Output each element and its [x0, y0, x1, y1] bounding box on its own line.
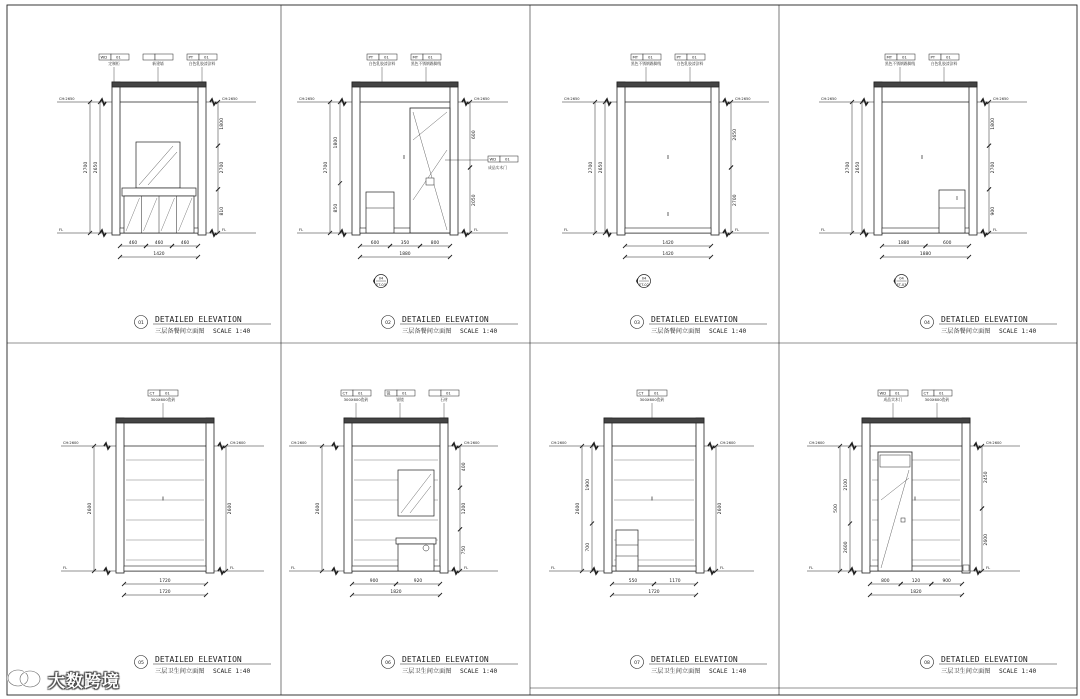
title-subtitle: 三层卫生间立面图 [155, 668, 205, 675]
break-symbol [462, 230, 468, 236]
vanity-top [396, 538, 436, 544]
title-subtitle: 三层卫生间立面图 [651, 668, 701, 675]
tag-text: 300X600瓷砖 [924, 397, 950, 402]
title-subtitle: 三层备餐间立面图 [155, 328, 205, 335]
level-label-ch: CH:2600 [230, 441, 246, 445]
level-label-ch: CH:2650 [821, 97, 837, 101]
title-scale: SCALE 1:40 [999, 668, 1037, 675]
dim-bottom-2: 920 [413, 579, 423, 584]
level-label-ch: CH:2650 [222, 97, 238, 101]
ceiling-slab [344, 418, 448, 423]
dim-bottom-1: 1720 [159, 579, 171, 584]
right-wall [962, 418, 970, 573]
vanity-cabinet [398, 544, 434, 571]
elevation-panel-06 [289, 390, 518, 675]
level-label-ch: CH:2650 [564, 97, 580, 101]
level-label-ch: CH:2650 [993, 97, 1009, 101]
left-wall [862, 418, 870, 573]
title-block [631, 315, 768, 335]
break-symbol [850, 568, 856, 574]
tag-text: 300X600瓷砖 [343, 397, 369, 402]
tag-num: 01 [902, 54, 907, 60]
dim-left-main: 2600 [576, 502, 581, 515]
dim-right-2: 2050 [472, 194, 477, 207]
title-scale: SCALE 1:40 [999, 328, 1037, 335]
title-text: DETAILED ELEVATION [402, 655, 489, 664]
dim-bottom-2: 600 [943, 241, 952, 246]
tag-code: PT [676, 54, 682, 60]
material-tag [922, 390, 952, 418]
break-symbol [452, 443, 458, 449]
level-label-fl: FL [291, 566, 296, 570]
title-number: 08 [924, 660, 930, 666]
tag-code: WD [879, 390, 887, 396]
dim-total: 1880 [399, 252, 411, 257]
material-tag [341, 390, 371, 418]
break-symbol [723, 99, 729, 105]
title-block [382, 655, 519, 675]
dim-right-1: 2600 [228, 502, 233, 515]
tag-num-box [155, 54, 173, 60]
dim-right-1: 1800 [220, 117, 225, 130]
bath-door-frame [878, 452, 912, 571]
break-symbol [218, 568, 224, 574]
title-block [135, 315, 272, 335]
material-tag [429, 390, 459, 418]
tag-text: 新建墙 [152, 61, 164, 66]
dim-left-3: 2600 [844, 541, 849, 554]
ceiling-slab [617, 82, 719, 87]
dim-bottom-3: 900 [942, 579, 951, 584]
section-marker [894, 275, 909, 288]
tag-text: 黑色不锈钢踢脚线 [630, 61, 662, 66]
tag-code: MT [412, 54, 419, 60]
break-symbol [981, 99, 987, 105]
title-text: DETAILED ELEVATION [651, 315, 738, 324]
ceiling-slab [112, 82, 206, 87]
dim-bottom-3: 460 [180, 241, 190, 246]
break-symbol [708, 568, 714, 574]
dim-right-2: 2600 [984, 533, 989, 546]
material-tag [885, 54, 916, 82]
section-number: 04 [378, 276, 384, 281]
level-label-fl: FL [59, 228, 64, 232]
break-symbol [332, 568, 338, 574]
dim-left-2: 1900 [586, 478, 591, 491]
left-wall [112, 82, 120, 235]
section-marker [373, 275, 388, 288]
ceiling-slab [604, 418, 704, 423]
dim-bottom-2: 120 [911, 579, 921, 584]
dim-left-main: 2700 [846, 161, 851, 174]
tag-code: CT [342, 390, 348, 396]
skirting [124, 566, 206, 571]
elevation-panel-08 [807, 390, 1057, 675]
level-label-fl: FL [735, 228, 740, 232]
dim-left-2: 2650 [94, 161, 99, 174]
door-lock-plate [426, 178, 434, 185]
dim-right-2: 2700 [733, 194, 738, 207]
dim-right-1: 2450 [984, 471, 989, 484]
break-symbol [210, 99, 216, 105]
title-number: 02 [385, 320, 391, 326]
level-label-ch: CH:2650 [299, 97, 315, 101]
material-tag [385, 390, 415, 418]
break-symbol [340, 230, 346, 236]
tag-code: MT [886, 54, 893, 60]
break-symbol [974, 568, 980, 574]
title-text: DETAILED ELEVATION [402, 315, 489, 324]
tag-code: 镜 [386, 390, 391, 396]
floor-drain-mark [963, 565, 969, 571]
level-label-ch: CH:2650 [474, 97, 490, 101]
level-label-fl: FL [551, 566, 556, 570]
left-wall [604, 418, 612, 573]
title-scale: SCALE 1:40 [460, 328, 498, 335]
break-symbol [104, 568, 110, 574]
section-number: 04 [899, 276, 904, 281]
title-number: 06 [385, 660, 391, 666]
level-label-ch: CH:2600 [291, 441, 307, 445]
dim-right-1: 400 [462, 462, 467, 472]
break-symbol [210, 230, 216, 236]
elevation-panel-07 [549, 390, 767, 675]
level-label-ch: CH:2650 [735, 97, 751, 101]
tag-code: CT [638, 390, 644, 396]
dim-right-3: 900 [991, 206, 996, 216]
bath-door-lock [901, 518, 905, 522]
elevation-panel-02 [297, 54, 518, 335]
dim-left-main: 2700 [589, 161, 594, 174]
level-label-ch: CH:2600 [809, 441, 825, 445]
title-scale: SCALE 1:40 [213, 328, 251, 335]
tag-num: 01 [654, 390, 659, 396]
tag-text: 300X600瓷砖 [639, 397, 665, 402]
dim-bottom-3: 800 [430, 241, 440, 246]
tag-code: CT [923, 390, 929, 396]
tag-text: 白色乳胶漆涂料 [368, 61, 396, 66]
break-symbol [708, 443, 714, 449]
tag-num: 01 [946, 54, 951, 60]
toilet-cistern [616, 530, 638, 571]
left-wall [874, 82, 882, 235]
material-tag [148, 390, 178, 418]
tag-num: 01 [358, 390, 363, 396]
dim-total: 1820 [910, 590, 922, 595]
dim-left-main: 2600 [88, 502, 93, 515]
left-wall [352, 82, 360, 235]
break-symbol [218, 443, 224, 449]
tag-num: 01 [384, 54, 389, 60]
dim-left-2: 2650 [599, 161, 604, 174]
tag-text: 黑色不锈钢踢脚线 [884, 61, 916, 66]
right-wall [696, 418, 704, 573]
tag-code: PT [368, 54, 374, 60]
level-label-ch: CH:2650 [59, 97, 75, 101]
tag-num: 01 [692, 54, 697, 60]
dim-bottom-1: 1420 [662, 241, 674, 246]
side-tag-num: 01 [505, 156, 510, 162]
level-label-fl: FL [464, 566, 469, 570]
dim-left-main: 2700 [324, 161, 329, 174]
break-symbol [605, 99, 611, 105]
tag-code: CT [149, 390, 155, 396]
dim-left-main: 500 [834, 504, 839, 513]
ceiling-slab [352, 82, 458, 87]
level-label-fl: FL [564, 228, 569, 232]
title-subtitle: 三层备餐间立面图 [941, 328, 991, 335]
dim-total: 1720 [159, 590, 171, 595]
level-label-fl: FL [63, 566, 68, 570]
dim-right-1: 1800 [991, 117, 996, 130]
level-label-ch: CH:2600 [551, 441, 567, 445]
dim-bottom-1: 800 [881, 579, 890, 584]
dim-right-2: 2700 [220, 161, 225, 174]
break-symbol [974, 443, 980, 449]
tag-text: 定制柜 [108, 61, 120, 66]
tag-text: 黑色不锈钢踢脚线 [410, 61, 442, 66]
tag-num: 01 [648, 54, 653, 60]
break-symbol [340, 99, 346, 105]
dim-bottom-2: 460 [154, 241, 164, 246]
break-symbol [332, 443, 338, 449]
level-label-fl: FL [222, 228, 227, 232]
dim-left-2: 1800 [334, 136, 339, 149]
dim-total: 1880 [919, 252, 932, 257]
tag-num: 01 [939, 390, 944, 396]
tag-num: 01 [895, 390, 900, 396]
title-block [382, 315, 519, 335]
title-text: DETAILED ELEVATION [941, 655, 1028, 664]
dim-bottom-1: 460 [128, 241, 138, 246]
dim-left-2: 2650 [856, 161, 861, 174]
break-symbol [850, 443, 856, 449]
tag-text: 白色乳胶漆涂料 [188, 61, 216, 66]
tag-num: 01 [428, 54, 433, 60]
title-subtitle: 三层备餐间立面图 [402, 328, 452, 335]
dim-left-main: 2600 [316, 502, 321, 515]
level-label-ch: CH:2600 [720, 441, 736, 445]
tag-code: PT [930, 54, 936, 60]
ceiling-slab [874, 82, 977, 87]
dim-right-2: 2700 [991, 161, 996, 174]
tag-code-box [429, 390, 441, 396]
break-symbol [981, 230, 987, 236]
dim-bottom-2: 1170 [669, 579, 681, 584]
dim-bottom-1: 600 [370, 241, 380, 246]
title-subtitle: 三层卫生间立面图 [941, 668, 991, 675]
material-tag [99, 54, 129, 82]
tag-text: 300X600瓷砖 [150, 397, 176, 402]
section-number: 04 [641, 276, 647, 281]
title-text: DETAILED ELEVATION [155, 315, 242, 324]
break-symbol [462, 99, 468, 105]
section-ref: ET-03 [375, 283, 387, 287]
tag-text: 成品实木门 [883, 397, 903, 402]
material-tag [367, 54, 397, 82]
break-symbol [100, 99, 106, 105]
right-wall [711, 82, 719, 235]
watermark-text: 大数跨境 [48, 671, 120, 692]
level-label-ch: CH:2600 [63, 441, 79, 445]
dim-bottom-1: 900 [369, 579, 379, 584]
level-label-fl: FL [230, 566, 235, 570]
level-label-fl: FL [299, 228, 304, 232]
title-number: 03 [634, 320, 640, 326]
title-block [921, 655, 1058, 675]
bath-door-vent [880, 455, 910, 467]
dim-right-2: 1200 [462, 502, 467, 515]
break-symbol [592, 443, 598, 449]
ceiling-slab [862, 418, 970, 423]
elevation-panel-03 [562, 54, 769, 335]
tag-code-box [143, 54, 155, 60]
right-wall [450, 82, 458, 235]
title-block [631, 655, 768, 675]
dim-right-3: 810 [220, 206, 225, 216]
elevation-panel-01 [57, 54, 271, 335]
break-symbol [862, 99, 868, 105]
material-tag [143, 54, 173, 82]
section-arrow [894, 278, 896, 284]
tag-text: 石材 [440, 397, 448, 402]
break-symbol [452, 568, 458, 574]
right-wall [969, 82, 977, 235]
skirting [625, 228, 711, 233]
title-scale: SCALE 1:40 [460, 668, 498, 675]
dim-total: 1820 [390, 590, 402, 595]
level-label-ch: CH:2600 [986, 441, 1002, 445]
elevation-panel-05 [61, 390, 271, 675]
title-text: DETAILED ELEVATION [651, 655, 738, 664]
tag-code: MT [632, 54, 639, 60]
break-symbol [605, 230, 611, 236]
side-cabinet [366, 192, 394, 233]
tag-num: 01 [116, 54, 121, 60]
level-label-ch: CH:2600 [464, 441, 480, 445]
chat-bubble-logo-icon [6, 666, 42, 692]
dim-left-main: 2700 [84, 161, 89, 174]
section-arrow [373, 278, 375, 284]
material-tag [675, 54, 705, 82]
material-tag [187, 54, 217, 82]
title-number: 04 [924, 320, 930, 326]
level-label-fl: FL [993, 228, 998, 232]
left-wall [344, 418, 352, 573]
dim-right-3: 750 [462, 545, 467, 555]
tag-num: 01 [204, 54, 209, 60]
section-ref: ET-02 [638, 283, 650, 287]
title-number: 01 [138, 320, 144, 326]
side-tag-code: WD [489, 156, 497, 162]
right-wall [198, 82, 206, 235]
watermark [6, 664, 156, 694]
dim-total: 1420 [662, 252, 674, 257]
section-marker [636, 275, 651, 288]
side-tag-text: 成品实木门 [488, 165, 507, 170]
level-label-fl: FL [809, 566, 814, 570]
break-symbol [723, 230, 729, 236]
left-wall [116, 418, 124, 573]
tag-num: 01 [402, 390, 407, 396]
level-label-fl: FL [720, 566, 725, 570]
break-symbol [104, 443, 110, 449]
break-symbol [862, 230, 868, 236]
tag-code: PT [188, 54, 194, 60]
dim-right-1: 600 [472, 130, 477, 140]
countertop [122, 188, 196, 196]
material-tag [637, 390, 667, 418]
tag-text: 白色乳胶漆涂料 [930, 61, 958, 66]
title-number: 05 [138, 660, 144, 666]
dim-left-3: 700 [586, 542, 591, 552]
material-tag [878, 390, 908, 418]
dim-right-1: 2600 [718, 502, 723, 515]
title-subtitle: 三层卫生间立面图 [402, 668, 452, 675]
title-scale: SCALE 1:40 [213, 668, 251, 675]
break-symbol [592, 568, 598, 574]
tag-num: 01 [165, 390, 170, 396]
left-wall [617, 82, 625, 235]
tag-text: 银镜 [396, 397, 404, 402]
title-block [921, 315, 1058, 335]
dim-total: 1720 [648, 590, 660, 595]
dim-bottom-1: 550 [628, 579, 638, 584]
title-number: 07 [634, 660, 640, 666]
tag-num: 01 [446, 390, 451, 396]
level-label-fl: FL [986, 566, 991, 570]
right-wall [206, 418, 214, 573]
material-tag [929, 54, 959, 82]
dim-left-2: 2100 [844, 478, 849, 491]
dim-total: 1420 [153, 252, 165, 257]
title-subtitle: 三层备餐间立面图 [651, 328, 701, 335]
dim-right-1: 2650 [733, 128, 738, 141]
section-ref: ET-03 [896, 283, 907, 287]
ceiling-slab [116, 418, 214, 423]
dim-bottom-1: 1880 [898, 241, 910, 246]
dim-left-3: 850 [334, 203, 339, 213]
elevation-panel-04 [819, 54, 1057, 335]
section-arrow [636, 278, 638, 284]
title-scale: SCALE 1:40 [709, 328, 747, 335]
tag-code: WD [100, 54, 108, 60]
title-text: DETAILED ELEVATION [155, 655, 242, 664]
dim-bottom-2: 350 [400, 241, 410, 246]
title-text: DETAILED ELEVATION [941, 315, 1028, 324]
break-symbol [100, 230, 106, 236]
level-label-fl: FL [474, 228, 479, 232]
title-scale: SCALE 1:40 [709, 668, 747, 675]
wall-cabinet [939, 190, 965, 233]
material-tag [411, 54, 442, 82]
material-tag [631, 54, 662, 82]
level-label-fl: FL [821, 228, 826, 232]
right-wall [440, 418, 448, 573]
tag-text: 白色乳胶漆涂料 [676, 61, 704, 66]
